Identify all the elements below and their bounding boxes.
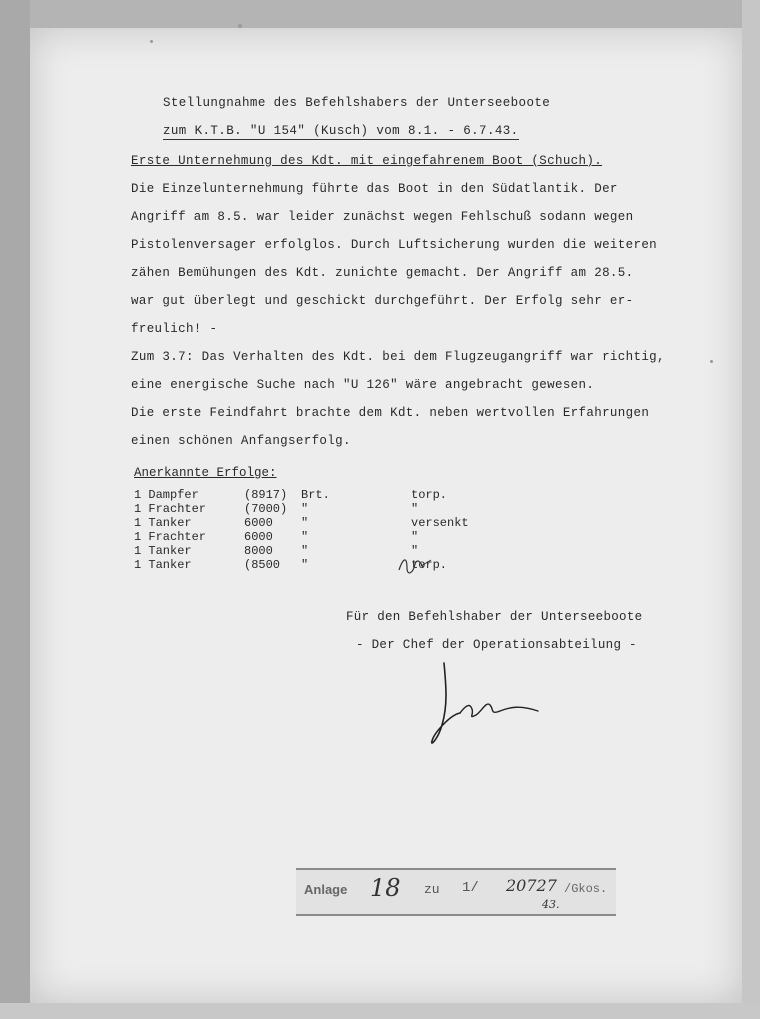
scan-speck — [150, 40, 153, 43]
table-row — [134, 516, 469, 530]
tonnage: (7000) — [244, 502, 288, 516]
result: torp. — [411, 558, 448, 572]
body-line: Zum 3.7: Das Verhalten des Kdt. bei dem Flugzeugangriff war richtig, — [131, 350, 665, 364]
table-row — [134, 502, 469, 516]
tonnage: 6000 — [244, 530, 273, 544]
unit: Brt. — [301, 488, 330, 502]
document-title: Stellungnahme des Befehlshabers der Unterseeboote — [163, 96, 551, 110]
result: " — [411, 544, 419, 558]
body-line: war gut überlegt und geschickt durchgeführt. Der Erfolg sehr er- — [131, 294, 634, 308]
stamp-suffix: /Gkos. — [564, 882, 608, 896]
signature-authority-line: Für den Befehlshaber der Unterseeboote — [346, 610, 643, 624]
tonnage: 8000 — [244, 544, 273, 558]
result: torp. — [411, 488, 448, 502]
signature-role-line: - Der Chef der Operationsabteilung - — [356, 638, 637, 652]
body-line: einen schönen Anfangserfolg. — [131, 434, 351, 448]
body-line: Angriff am 8.5. war leider zunächst wegen Fehlschuß sodann wegen — [131, 210, 634, 224]
body-line: Die Einzelunternehmung führte das Boot in den Südatlantik. Der — [131, 182, 618, 196]
body-line: eine energische Suche nach "U 126" wäre angebracht gewesen. — [131, 378, 595, 392]
unit: " — [301, 558, 309, 572]
ship-type: 1 Tanker — [134, 516, 192, 530]
scan-speck — [238, 24, 242, 28]
scan-border-bottom — [0, 1003, 760, 1019]
handwritten-signature — [420, 655, 560, 755]
body-line: freulich! - — [131, 322, 218, 336]
archive-stamp — [296, 868, 616, 916]
handwritten-initial-mark — [395, 548, 435, 584]
table-row — [134, 488, 469, 502]
ship-type: 1 Tanker — [134, 544, 192, 558]
unit: " — [301, 516, 309, 530]
ship-type: 1 Frachter — [134, 530, 207, 544]
scan-speck — [710, 360, 713, 363]
body-line: Pistolenversager erfolglos. Durch Luftsicherung wurden die weiteren — [131, 238, 658, 252]
scan-border-left — [0, 0, 30, 1019]
body-line: Erste Unternehmung des Kdt. mit eingefahrenem Boot (Schuch). — [131, 154, 603, 168]
scan-border-top — [0, 0, 760, 28]
stamp-connector: zu — [424, 882, 440, 897]
ship-type: 1 Tanker — [134, 558, 192, 572]
stamp-handwritten-number: 20727 — [506, 876, 557, 895]
scan-border-right — [742, 0, 760, 1019]
stamp-number: 18 — [370, 874, 401, 902]
body-line: zähen Bemühungen des Kdt. zunichte gemacht. Der Angriff am 28.5. — [131, 266, 634, 280]
unit: " — [301, 530, 309, 544]
ship-type: 1 Frachter — [134, 502, 207, 516]
successes-heading: Anerkannte Erfolge: — [134, 466, 277, 480]
table-row — [134, 530, 469, 544]
ship-type: 1 Dampfer — [134, 488, 199, 502]
tonnage: 6000 — [244, 516, 273, 530]
unit: " — [301, 502, 309, 516]
result: versenkt — [411, 516, 469, 530]
stamp-year: 43. — [542, 898, 560, 911]
document-subtitle: zum K.T.B. "U 154" (Kusch) vom 8.1. - 6.7.43. — [163, 124, 519, 138]
stamp-label: Anlage — [304, 882, 348, 897]
unit: " — [301, 544, 309, 558]
tonnage: (8500 — [244, 558, 281, 572]
result: " — [411, 502, 419, 516]
stamp-part: 1/ — [462, 880, 479, 896]
result: " — [411, 530, 419, 544]
tonnage: (8917) — [244, 488, 288, 502]
body-line: Die erste Feindfahrt brachte dem Kdt. neben wertvollen Erfahrungen — [131, 406, 650, 420]
